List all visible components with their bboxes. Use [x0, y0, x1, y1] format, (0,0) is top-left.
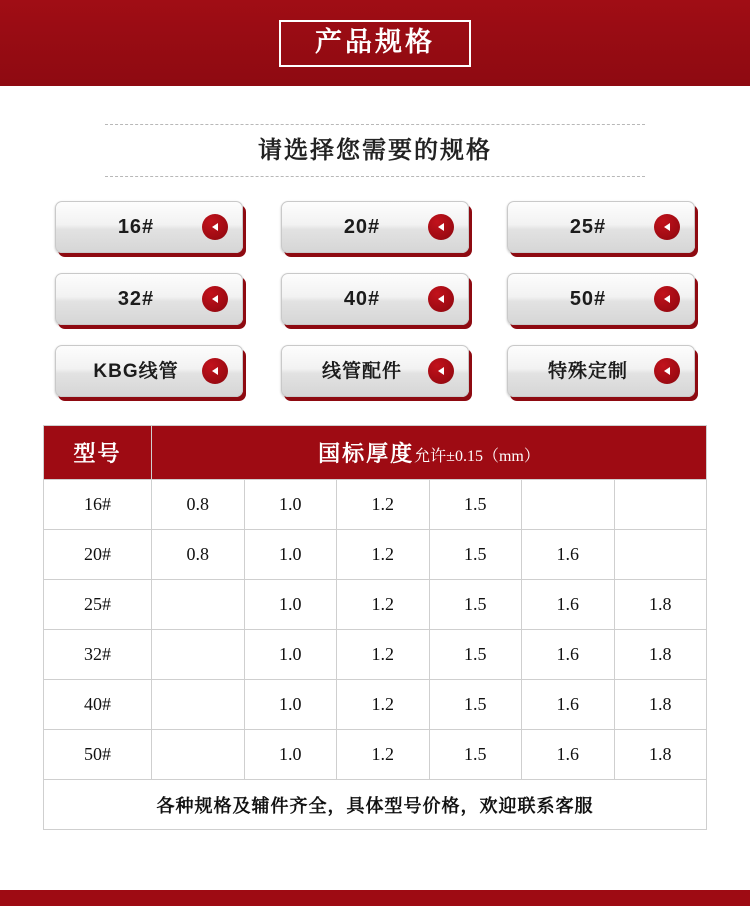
cell-value: 1.5 [429, 730, 522, 780]
page-title: 产品规格 [315, 26, 435, 57]
cell-value: 1.8 [614, 580, 707, 630]
spec-button-label: 50# [569, 288, 607, 310]
cell-value: 1.5 [429, 480, 522, 530]
play-arrow-icon [428, 358, 454, 384]
cell-value: 0.8 [152, 480, 245, 530]
cell-model: 16# [44, 480, 152, 530]
cell-value [614, 480, 707, 530]
cell-value: 1.6 [522, 630, 615, 680]
play-arrow-icon [428, 214, 454, 240]
cell-value: 1.5 [429, 580, 522, 630]
cell-value: 1.0 [244, 580, 337, 630]
cell-value [152, 680, 245, 730]
cell-value: 1.2 [337, 680, 430, 730]
cell-value: 1.8 [614, 630, 707, 680]
play-arrow-icon [202, 286, 228, 312]
table-row [44, 730, 707, 780]
table-row [44, 680, 707, 730]
cell-value: 1.5 [429, 630, 522, 680]
cell-value [152, 580, 245, 630]
play-arrow-icon [202, 214, 228, 240]
table-header-thickness [152, 426, 707, 480]
cell-value: 1.2 [337, 630, 430, 680]
cell-value: 1.0 [244, 530, 337, 580]
divider-bottom [105, 176, 645, 177]
spec-button-label: 线管配件 [321, 360, 402, 382]
table-header-row [44, 426, 707, 480]
spec-button-label: 20# [343, 216, 381, 238]
table-header-thickness-main: 国标厚度 [318, 441, 415, 466]
cell-value [152, 630, 245, 680]
cell-value: 1.5 [429, 530, 522, 580]
spec-table [43, 425, 707, 830]
spec-button-conduit-accessories[interactable] [281, 345, 469, 397]
cell-value: 1.2 [337, 530, 430, 580]
table-header-model: 型号 [44, 426, 152, 480]
spec-button-32[interactable] [55, 273, 243, 325]
spec-button-20[interactable] [281, 201, 469, 253]
spec-button-label: 16# [117, 216, 155, 238]
play-arrow-icon [654, 214, 680, 240]
cell-value: 1.8 [614, 730, 707, 780]
cell-value: 1.8 [614, 680, 707, 730]
spec-button-grid [55, 201, 695, 397]
table-row [44, 530, 707, 580]
cell-value [152, 730, 245, 780]
cell-model: 32# [44, 630, 152, 680]
spec-button-40[interactable] [281, 273, 469, 325]
cell-model: 50# [44, 730, 152, 780]
spec-button-label: 32# [117, 288, 155, 310]
spec-button-label: 特殊定制 [547, 360, 628, 382]
spec-button-kbg-conduit[interactable] [55, 345, 243, 397]
table-row [44, 580, 707, 630]
banner-title-box [279, 20, 471, 67]
play-arrow-icon [654, 286, 680, 312]
cell-value: 1.0 [244, 680, 337, 730]
spec-button-16[interactable] [55, 201, 243, 253]
table-header-thickness-sub: 允许±0.15（mm） [414, 448, 540, 465]
bottom-accent-bar [0, 890, 750, 906]
spec-table-wrapper [43, 425, 707, 830]
play-arrow-icon [654, 358, 680, 384]
play-arrow-icon [428, 286, 454, 312]
spec-button-50[interactable] [507, 273, 695, 325]
cell-value [614, 530, 707, 580]
cell-value: 1.0 [244, 730, 337, 780]
cell-value: 1.2 [337, 730, 430, 780]
subtitle-text: 请选择您需要的规格 [258, 137, 492, 164]
spec-button-25[interactable] [507, 201, 695, 253]
cell-value: 1.6 [522, 530, 615, 580]
cell-model: 40# [44, 680, 152, 730]
page-banner [0, 0, 750, 86]
cell-value [522, 480, 615, 530]
table-row [44, 630, 707, 680]
cell-model: 25# [44, 580, 152, 630]
cell-value: 1.0 [244, 480, 337, 530]
subtitle-section [0, 124, 750, 177]
cell-value: 1.2 [337, 580, 430, 630]
cell-value: 1.6 [522, 680, 615, 730]
cell-value: 1.6 [522, 730, 615, 780]
spec-button-label: KBG线管 [93, 360, 179, 382]
cell-model: 20# [44, 530, 152, 580]
cell-value: 1.6 [522, 580, 615, 630]
play-arrow-icon [202, 358, 228, 384]
table-footer-note: 各种规格及辅件齐全，具体型号价格，欢迎联系客服 [44, 780, 707, 830]
table-row [44, 480, 707, 530]
spec-button-label: 40# [343, 288, 381, 310]
table-footer-row [44, 780, 707, 830]
spec-button-label: 25# [569, 216, 607, 238]
cell-value: 1.5 [429, 680, 522, 730]
cell-value: 0.8 [152, 530, 245, 580]
cell-value: 1.0 [244, 630, 337, 680]
cell-value: 1.2 [337, 480, 430, 530]
spec-button-custom-made[interactable] [507, 345, 695, 397]
